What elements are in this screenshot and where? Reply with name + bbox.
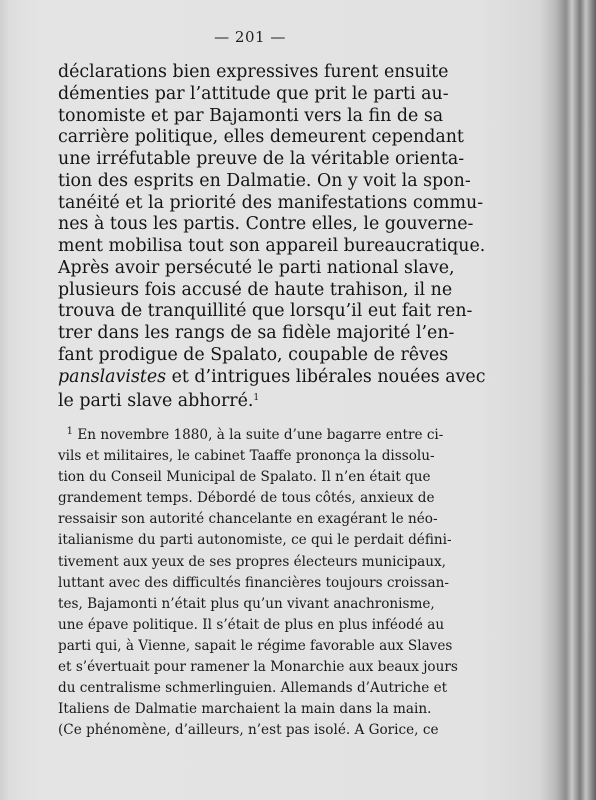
footnote-first-line: En novembre 1880, à la suite d’une bagarre entre ci-: [73, 427, 444, 443]
footnote: [58, 421, 480, 741]
text-line: démenties par l’attitude que prit le parti au-: [58, 83, 449, 104]
text-line: une irréfutable preuve de la véritable orienta-: [58, 149, 465, 169]
footnote-line: tivement aux yeux de ses propres électeurs municipaux,: [58, 553, 446, 570]
text-line-final: le parti slave abhorré.: [58, 391, 254, 412]
footnote-line: [58, 421, 480, 446]
text-line: tanéité et la priorité des manifestations commu-: [58, 192, 484, 213]
footnote-line: du centralisme schmerlinguien. Allemands d’Autriche et: [58, 680, 448, 697]
footnote-line: Italiens de Dalmatie marchaient la main dans la main.: [58, 701, 432, 718]
text-line: déclarations bien expressives furent ensuite: [58, 62, 449, 82]
footnote-line: vils et militaires, le cabinet Taaffe prononça la dissolu-: [58, 448, 435, 465]
body-paragraph: [58, 62, 486, 413]
text-line: nes à tous les partis. Contre elles, le gouverne-: [58, 214, 474, 235]
footnote-line: tes, Bajamonti n’était plus qu’un vivant anachronisme,: [58, 595, 435, 612]
text-line: fant prodigue de Spalato, coupable de rêves: [58, 344, 449, 365]
text-line: Après avoir persécuté le parti national slave,: [58, 257, 455, 278]
text-line: tonomiste et par Bajamonti vers la fin de sa: [58, 105, 444, 126]
footnote-line: et s’évertuait pour ramener la Monarchie aux beaux jours: [58, 659, 458, 676]
text-line: [58, 388, 478, 413]
footnote-line: grandement temps. Débordé de tous côtés, anxieux de: [58, 490, 435, 507]
text-line: carrière politique, elles demeurent cependant: [58, 127, 464, 148]
italic-word: panslavistes: [58, 366, 167, 387]
footnote-line: italianisme du parti autonomiste, ce qui le perdait défini-: [58, 532, 452, 549]
footnote-line: parti qui, à Vienne, sapait le régime favorable aux Slaves: [58, 637, 453, 654]
footnote-marker: 1: [66, 426, 74, 437]
page-number: — 201 —: [214, 28, 286, 46]
text-line: tion des esprits en Dalmatie. On y voit la spon-: [58, 170, 471, 191]
footnote-line: luttant avec des difficultés financières toujours croissan-: [58, 574, 449, 591]
text-line-rest: et d’intrigues libérales nouées avec: [166, 366, 486, 387]
footnote-reference: 1: [253, 393, 260, 404]
text-line: trer dans les rangs de sa fidèle majorité l’en-: [58, 323, 455, 343]
footnote-line: une épave politique. Il s’était de plus en plus inféodé au: [58, 616, 445, 633]
footnote-line: (Ce phénomène, d’ailleurs, n’est pas isolé. A Gorice, ce: [58, 722, 439, 739]
text-line: trouva de tranquillité que lorsqu’il eut fait ren-: [58, 301, 473, 322]
text-line: plusieurs fois accusé de haute trahison, il ne: [58, 279, 453, 300]
text-line: ment mobilisa tout son appareil bureaucratique.: [58, 236, 486, 256]
footnote-line: tion du Conseil Municipal de Spalato. Il n’en était que: [58, 469, 431, 486]
text-line: [58, 366, 486, 389]
footnote-line: ressaisir son autorité chancelante en exagérant le néo-: [58, 511, 438, 528]
